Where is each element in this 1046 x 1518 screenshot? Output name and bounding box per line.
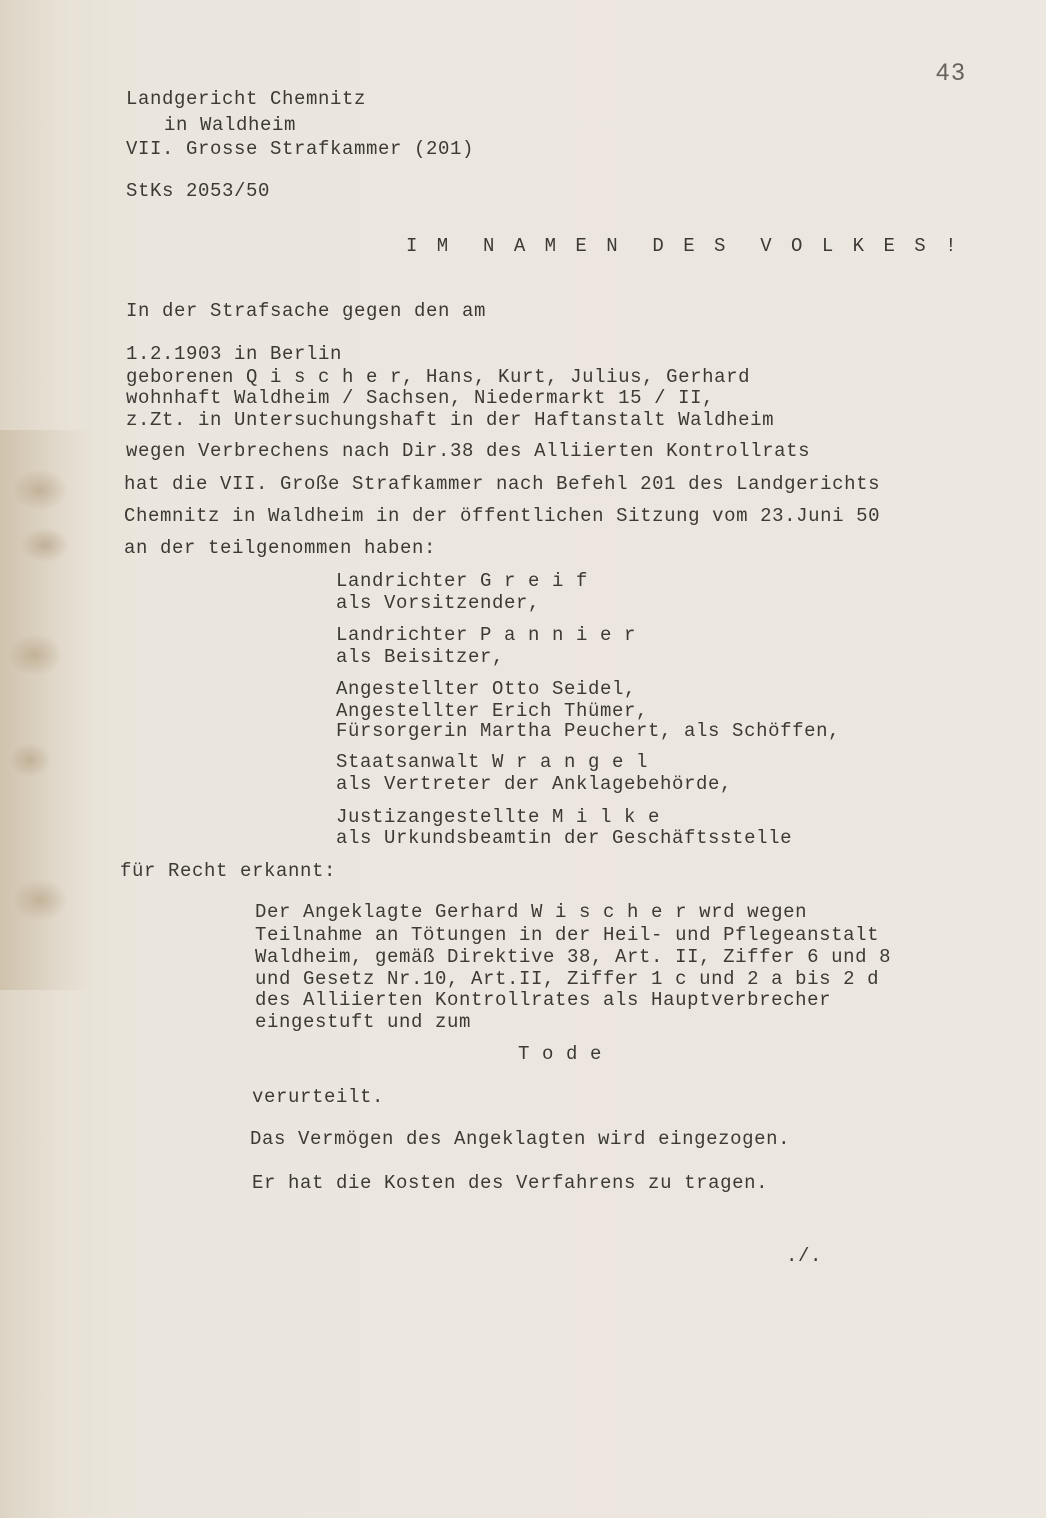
court-session-line: Chemnitz in Waldheim in der öffentlichen Sitzung vom 23.Juni 50 (124, 505, 881, 527)
court-session-line: hat die VII. Große Strafkammer nach Befehl 201 des Landgerichts (124, 473, 881, 495)
court-location: in Waldheim (164, 114, 297, 136)
participant-line: als Beisitzer, (336, 646, 505, 668)
court-chamber: VII. Grosse Strafkammer (201) (126, 138, 475, 160)
participant-line: als Vorsitzender, (336, 592, 541, 614)
defendant-name: geborenen Q i s c h e r, Hans, Kurt, Julius, Gerhard (126, 366, 751, 388)
verdict-line: des Alliierten Kontrollrates als Hauptverbrecher (255, 989, 832, 1011)
intro-line: In der Strafsache gegen den am (126, 300, 487, 322)
paper-stain (0, 430, 95, 990)
verdict-intro: für Recht erkannt: (120, 860, 337, 882)
participant-line: Angestellter Erich Thümer, (336, 700, 649, 722)
verdict-line: und Gesetz Nr.10, Art.II, Ziffer 1 c und 2 a bis 2 d (255, 968, 880, 990)
verdict-line: Waldheim, gemäß Direktive 38, Art. II, Ziffer 6 und 8 (255, 946, 892, 968)
participant-line: Angestellter Otto Seidel, (336, 678, 637, 700)
file-number: StKs 2053/50 (126, 180, 271, 202)
continuation-mark: ./. (786, 1245, 823, 1267)
sentenced-line: verurteilt. (252, 1086, 385, 1108)
participant-line: Fürsorgerin Martha Peuchert, als Schöffen, (336, 720, 841, 742)
verdict-line: eingestuft und zum (255, 1011, 472, 1033)
defendant-charge: wegen Verbrechens nach Dir.38 des Alliierten Kontrollrats (126, 440, 811, 462)
defendant-residence: wohnhaft Waldheim / Sachsen, Niedermarkt 15 / II, (126, 387, 715, 409)
participant-line: Landrichter P a n n i e r (336, 624, 637, 646)
sentence: T o d e (518, 1043, 603, 1065)
verdict-line: Teilnahme an Tötungen in der Heil- und Pflegeanstalt (255, 924, 880, 946)
participant-line: Landrichter G r e i f (336, 570, 589, 592)
court-name: Landgericht Chemnitz (126, 88, 367, 110)
confiscation-line: Das Vermögen des Angeklagten wird eingezogen. (250, 1128, 791, 1150)
defendant-custody: z.Zt. in Untersuchungshaft in der Haftanstalt Waldheim (126, 409, 775, 431)
participant-line: Justizangestellte M i l k e (336, 806, 661, 828)
participant-line: als Urkundsbeamtin der Geschäftsstelle (336, 827, 793, 849)
costs-line: Er hat die Kosten des Verfahrens zu tragen. (252, 1172, 769, 1194)
court-session-line: an der teilgenommen haben: (124, 537, 437, 559)
verdict-line: Der Angeklagte Gerhard W i s c h e r wrd wegen (255, 901, 808, 923)
document-title: I M N A M E N D E S V O L K E S ! (406, 235, 961, 257)
defendant-born: 1.2.1903 in Berlin (126, 343, 343, 365)
participant-line: Staatsanwalt W r a n g e l (336, 751, 649, 773)
participant-line: als Vertreter der Anklagebehörde, (336, 773, 733, 795)
page-number: 43 (936, 59, 967, 86)
